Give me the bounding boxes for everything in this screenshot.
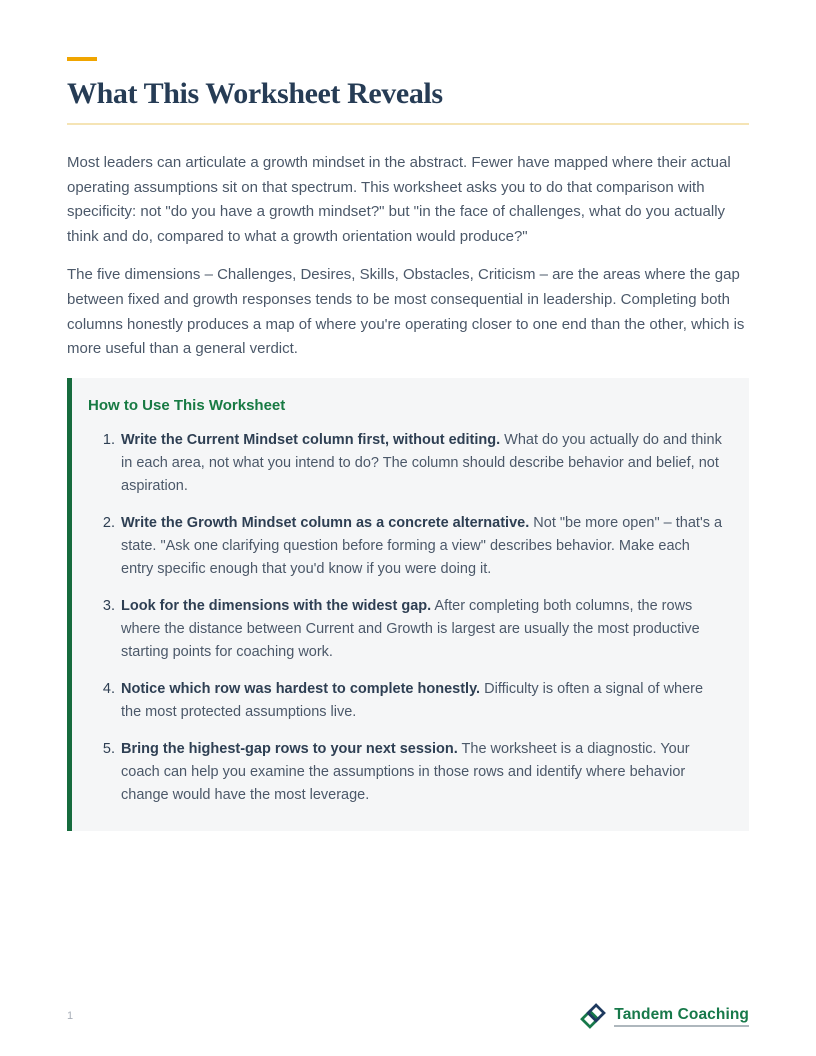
intro-paragraph-1: Most leaders can articulate a growth mindset in the abstract. Fewer have mapped where their actual operating assumptions sit on that spectrum. This worksheet asks you to do that comparison with specificity: not "do you have a growth mindset?" but "in the face of challenges, what do you actually think and do, compared to what a growth orientation would produce?" [67, 154, 731, 245]
list-item-3-body: After completing both columns, the rows where the distance between Current and Growth is largest are usually the most productive starting points for coaching work. [121, 597, 700, 660]
intro-section [67, 151, 749, 362]
page-footer [67, 1002, 749, 1030]
list-item-3-lead: Look for the dimensions with the widest gap. [121, 597, 432, 614]
list-item-1-lead: Write the Current Mindset column first, without editing. [121, 431, 501, 448]
brand-logo-link[interactable] [579, 1002, 749, 1030]
list-item-2-lead: Write the Growth Mindset column as a concrete alternative. [121, 514, 530, 531]
title-rule [67, 123, 749, 125]
list-item-4 [119, 678, 725, 724]
page-title: What This Worksheet Reveals [67, 77, 443, 110]
callout-title: How to Use This Worksheet [88, 396, 286, 414]
list-item-2 [119, 512, 725, 581]
list-item-1 [119, 429, 725, 498]
tandem-interlocked-diamonds-icon [579, 1002, 607, 1030]
brand-name: Tandem Coaching [614, 1006, 749, 1027]
how-to-use-callout [67, 378, 749, 831]
accent-bar [67, 57, 97, 61]
list-item-3 [119, 595, 725, 664]
intro-paragraph-2: The five dimensions – Challenges, Desires, Skills, Obstacles, Criticism – are the areas where the gap between fixed and growth responses tends to be most consequential in leadership. Completing both columns honestly produces a map of where you're operating closer to one end than the other, which is more useful than a general verdict. [67, 266, 745, 358]
list-item-1-body: What do you actually do and think in each area, not what you intend to do? The column should describe behavior and belief, not aspiration. [121, 431, 722, 494]
list-item-5 [119, 738, 725, 807]
list-item-5-lead: Bring the highest-gap rows to your next session. [121, 740, 458, 757]
instructions-list [88, 429, 725, 807]
page-number: 1 [67, 1010, 74, 1022]
list-item-4-body: Difficulty is often a signal of where the most protected assumptions live. [121, 680, 704, 720]
list-item-4-lead: Notice which row was hardest to complete honestly. [121, 680, 481, 697]
list-item-2-body: Not "be more open" – that's a state. "Ask one clarifying question before forming a view" describes behavior. Make each entry specific enough that you'd know if you were doing it. [121, 514, 723, 577]
list-item-5-body: The worksheet is a diagnostic. Your coach can help you examine the assumptions in those rows and identify where behavior change would have the most leverage. [121, 740, 690, 803]
